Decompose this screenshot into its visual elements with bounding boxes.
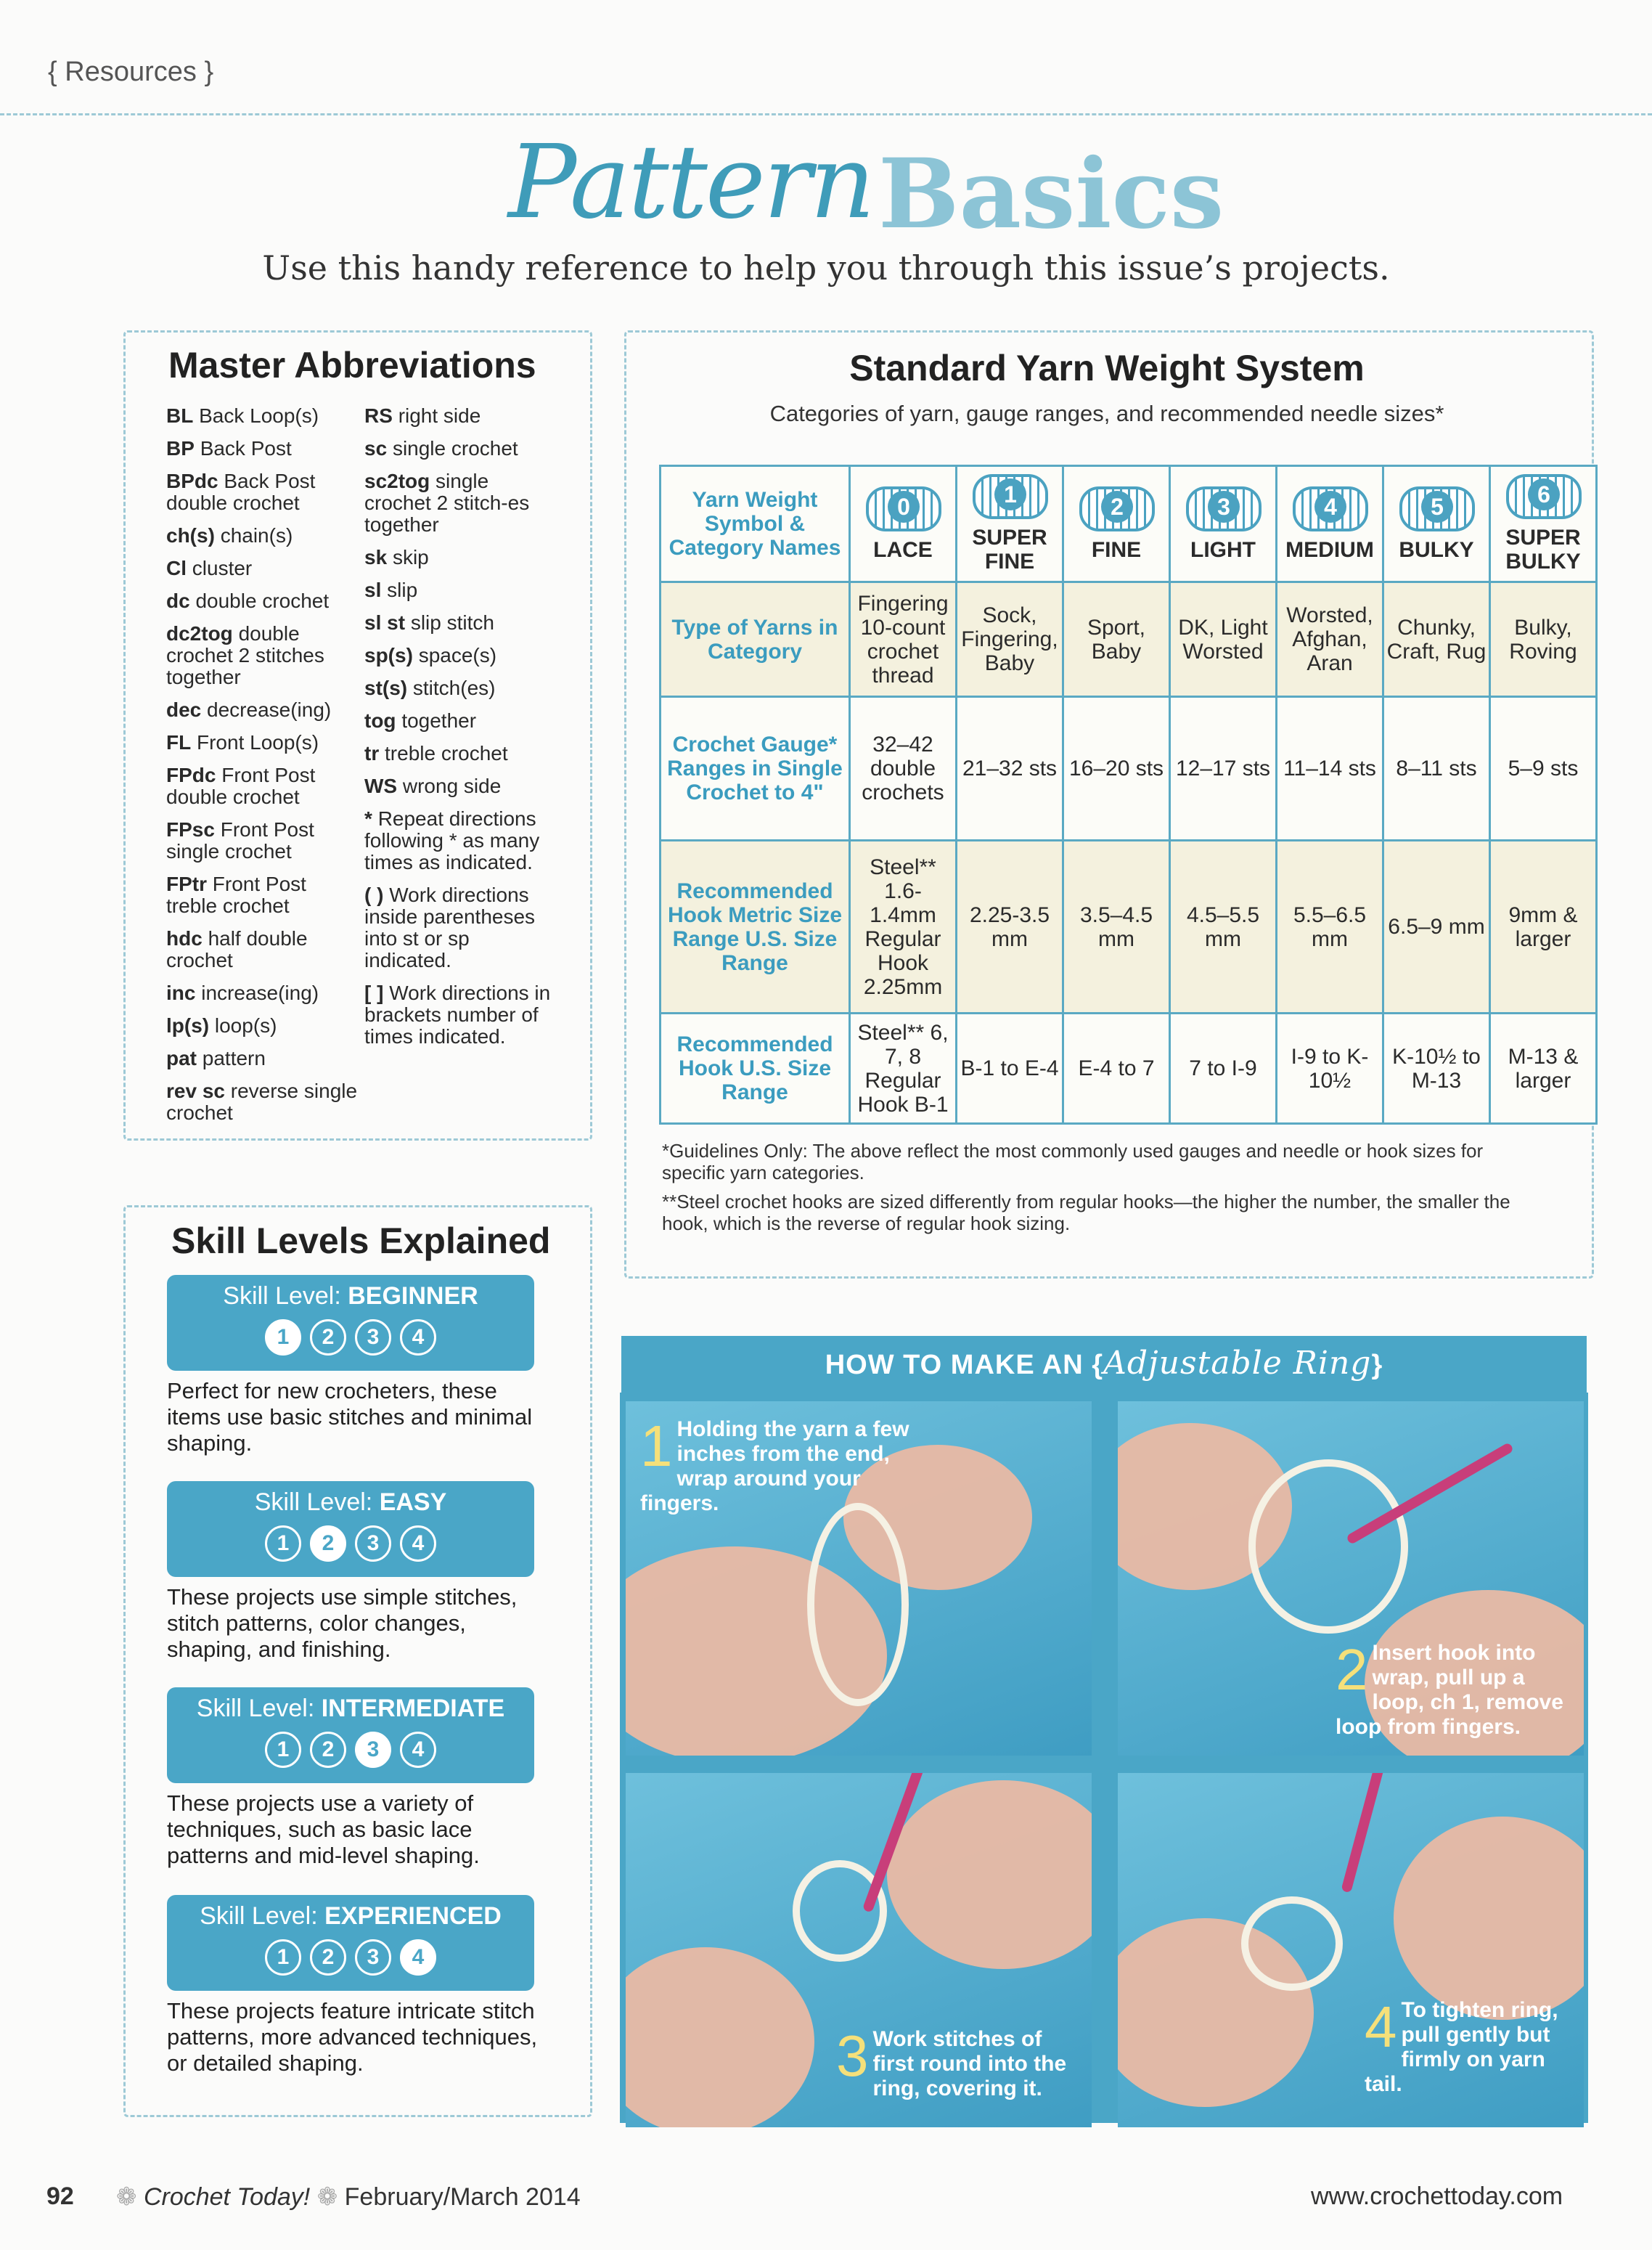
abbreviation-key: FPsc bbox=[166, 818, 215, 841]
ring-step-text: Work stitches of first round into the ring, covering it. bbox=[872, 2027, 1067, 2100]
abbreviation-value: Front Loop(s) bbox=[197, 731, 319, 754]
abbreviation-value: right side bbox=[398, 404, 481, 427]
abbreviation-key: dc bbox=[166, 590, 190, 612]
ring-banner-title bbox=[621, 1345, 1587, 1382]
abbreviation-key: sc bbox=[364, 437, 388, 460]
ring-step-number: 2 bbox=[1336, 1637, 1368, 1702]
yarn-weight-number: 5 bbox=[1421, 491, 1453, 523]
yarn-ball-icon bbox=[866, 486, 940, 529]
abbreviation-value: Front Post double crochet bbox=[166, 764, 316, 808]
yarn-cell bbox=[1383, 466, 1490, 582]
abbreviation-value: Front Post treble crochet bbox=[166, 873, 306, 917]
abbreviation-item bbox=[364, 743, 560, 765]
yarn-cell: Chunky, Craft, Rug bbox=[1383, 582, 1490, 697]
ring-step-text: Holding the yarn a few inches from the end, wrap around your fingers. bbox=[640, 1417, 909, 1515]
yarn-cell: 32–42 double crochets bbox=[850, 697, 957, 841]
abbreviations-title: Master Abbreviations bbox=[168, 345, 536, 386]
yarn-cell bbox=[1063, 466, 1170, 582]
abbreviation-key: tr bbox=[364, 742, 380, 765]
yarn-cell bbox=[1277, 466, 1383, 582]
yarn-cell: 2.25-3.5 mm bbox=[957, 841, 1063, 1014]
yarn-weight-table bbox=[659, 465, 1598, 1125]
title-script: Pattern bbox=[508, 123, 873, 242]
abbreviation-item bbox=[166, 405, 362, 427]
yarn-cell: 3.5–4.5 mm bbox=[1063, 841, 1170, 1014]
abbreviation-key: WS bbox=[364, 775, 398, 797]
yarn-weight-number: 6 bbox=[1528, 478, 1560, 510]
abbreviation-key: sc2tog bbox=[364, 470, 430, 492]
abbreviations-column-2 bbox=[364, 405, 560, 1059]
abbreviation-value: double crochet bbox=[195, 590, 330, 612]
skill-card-label bbox=[167, 1695, 534, 1723]
abbreviation-key: inc bbox=[166, 982, 196, 1004]
abbreviation-item bbox=[364, 612, 560, 634]
yarn-cell: 11–14 sts bbox=[1277, 697, 1383, 841]
abbreviation-item bbox=[364, 470, 560, 536]
yarn-cell: 12–17 sts bbox=[1170, 697, 1277, 841]
skill-description: These projects use a variety of techniques, such as basic lace patterns and mid-level shaping. bbox=[167, 1790, 480, 1868]
skill-level-prefix: Skill Level: bbox=[223, 1282, 341, 1310]
skill-dot: 1 bbox=[265, 1525, 301, 1562]
skill-card-label bbox=[167, 1488, 534, 1517]
page-number: 92 bbox=[46, 2182, 74, 2210]
yarn-cell: 4.5–5.5 mm bbox=[1170, 841, 1277, 1014]
abbreviation-item bbox=[364, 645, 560, 667]
abbreviation-key: Cl bbox=[166, 557, 187, 579]
abbreviation-value: space(s) bbox=[418, 644, 497, 667]
yarn-weight-number: 0 bbox=[888, 491, 920, 523]
abbreviation-item bbox=[166, 1048, 362, 1069]
yarn-cell bbox=[957, 466, 1063, 582]
yarn-row-gauge bbox=[661, 697, 1597, 841]
abbreviation-item bbox=[364, 547, 560, 568]
abbreviation-key: pat bbox=[166, 1047, 197, 1069]
abbreviation-key: ( ) bbox=[364, 884, 384, 906]
abbreviation-key: sl st bbox=[364, 611, 406, 634]
header-divider bbox=[0, 113, 1652, 115]
abbreviation-item bbox=[166, 819, 362, 863]
skill-dot: 2 bbox=[310, 1319, 346, 1356]
abbreviation-key: FPtr bbox=[166, 873, 207, 895]
abbreviation-key: RS bbox=[364, 404, 393, 427]
abbreviation-value: chain(s) bbox=[220, 524, 293, 547]
yarn-cell: E-4 to 7 bbox=[1063, 1014, 1170, 1124]
skill-description: These projects use simple stitches, stitch patterns, color changes, shaping, and finishing. bbox=[167, 1584, 518, 1662]
abbreviation-item bbox=[166, 470, 362, 514]
yarn-row-label: Recommended Hook U.S. Size Range bbox=[661, 1014, 850, 1124]
ring-step-text: To tighten ring, pull gently but firmly on yarn tail. bbox=[1365, 1998, 1558, 2096]
skill-dot: 4 bbox=[400, 1319, 436, 1356]
abbreviation-item bbox=[166, 438, 362, 460]
abbreviation-item bbox=[364, 884, 560, 971]
page-subtitle: Use this handy reference to help you through this issue’s projects. bbox=[262, 248, 1390, 288]
skill-dot: 3 bbox=[355, 1319, 391, 1356]
yarn-cell: Steel** 1.6-1.4mm Regular Hook 2.25mm bbox=[850, 841, 957, 1014]
skill-card-intermediate bbox=[167, 1687, 534, 1783]
abbreviation-item bbox=[364, 982, 560, 1048]
abbreviation-value: skip bbox=[392, 546, 429, 568]
ring-banner-prefix: HOW TO MAKE AN { bbox=[825, 1350, 1104, 1380]
yarn-cell: Fingering 10-count crochet thread bbox=[850, 582, 957, 697]
skill-dot: 2 bbox=[310, 1732, 346, 1768]
abbreviation-item bbox=[166, 1080, 362, 1124]
yarn-notes bbox=[662, 1140, 1547, 1242]
yarn-cell: Sport, Baby bbox=[1063, 582, 1170, 697]
abbreviation-item bbox=[166, 558, 362, 579]
abbreviation-key: sl bbox=[364, 579, 382, 601]
abbreviation-item bbox=[166, 1015, 362, 1037]
abbreviation-key: BP bbox=[166, 437, 195, 460]
yarn-row-label: Yarn Weight Symbol & Category Names bbox=[661, 466, 850, 582]
abbreviation-key: ch(s) bbox=[166, 524, 215, 547]
yarn-loop bbox=[1248, 1459, 1408, 1634]
yarn-weight-number: 2 bbox=[1101, 491, 1133, 523]
abbreviation-item bbox=[364, 808, 560, 873]
abbreviation-value: Repeat directions following * as many times as indicated. bbox=[364, 807, 540, 873]
abbreviation-value: Front Post single crochet bbox=[166, 818, 314, 863]
abbreviation-value: reverse single crochet bbox=[166, 1080, 358, 1124]
skill-level-name: EASY bbox=[379, 1488, 447, 1516]
ring-step-photo-4 bbox=[1118, 1773, 1584, 2127]
ring-step-caption bbox=[836, 2023, 1083, 2101]
ring-banner-script: Adjustable Ring bbox=[1103, 1345, 1372, 1382]
yarn-ball-icon bbox=[1399, 486, 1473, 529]
abbreviation-key: BL bbox=[166, 404, 194, 427]
abbreviation-key: sk bbox=[364, 546, 388, 568]
yarn-note-guidelines: *Guidelines Only: The above reflect the most commonly used gauges and needle or hook sizes for specific yarn categories. bbox=[662, 1140, 1484, 1183]
ring-step-text: Insert hook into wrap, pull up a loop, ch 1, remove loop from fingers. bbox=[1336, 1641, 1563, 1739]
yarn-cell: DK, Light Worsted bbox=[1170, 582, 1277, 697]
yarn-row-label: Crochet Gauge* Ranges in Single Crochet to 4" bbox=[661, 697, 850, 841]
abbreviation-key: BPdc bbox=[166, 470, 218, 492]
yarn-cell: B-1 to E-4 bbox=[957, 1014, 1063, 1124]
abbreviation-value: pattern bbox=[202, 1047, 266, 1069]
yarn-weight-name: BULKY bbox=[1399, 537, 1474, 562]
yarn-cell: 6.5–9 mm bbox=[1383, 841, 1490, 1014]
yarn-cell: M-13 & larger bbox=[1490, 1014, 1597, 1124]
yarn-ball-icon bbox=[1079, 486, 1153, 529]
yarn-weight-subtitle: Categories of yarn, gauge ranges, and recommended needle sizes* bbox=[769, 401, 1444, 426]
yarn-ball-icon bbox=[1506, 474, 1580, 516]
skill-description: Perfect for new crocheters, these items use basic stitches and minimal shaping. bbox=[167, 1378, 533, 1456]
abbreviation-value: loop(s) bbox=[214, 1014, 277, 1037]
abbreviation-key: FL bbox=[166, 731, 192, 754]
abbreviation-key: sp(s) bbox=[364, 644, 413, 667]
yarn-cell bbox=[1170, 466, 1277, 582]
ring-step-photo-2 bbox=[1118, 1401, 1584, 1756]
skill-card-beginner bbox=[167, 1275, 534, 1371]
footer-magazine: Crochet Today! bbox=[143, 2183, 311, 2211]
abbreviation-key: dec bbox=[166, 698, 202, 721]
abbreviation-item bbox=[364, 677, 560, 699]
yarn-loop bbox=[793, 1860, 887, 1962]
abbreviation-value: half double crochet bbox=[166, 927, 308, 971]
skill-level-dots bbox=[167, 1732, 534, 1768]
yarn-row-metric bbox=[661, 841, 1597, 1014]
abbreviation-item bbox=[166, 873, 362, 917]
footer-publication bbox=[116, 2182, 581, 2212]
yarn-weight-number: 4 bbox=[1314, 491, 1346, 523]
yarn-weight-name: SUPER FINE bbox=[972, 526, 1047, 574]
yarn-cell: Steel** 6, 7, 8 Regular Hook B-1 bbox=[850, 1014, 957, 1124]
section-label: { Resources } bbox=[48, 57, 214, 87]
yarn-weight-name: MEDIUM bbox=[1285, 537, 1374, 562]
abbreviation-item bbox=[364, 405, 560, 427]
abbreviation-item bbox=[166, 732, 362, 754]
skill-card-easy bbox=[167, 1481, 534, 1577]
yarn-cell: 21–32 sts bbox=[957, 697, 1063, 841]
yarn-row-label: Type of Yarns in Category bbox=[661, 582, 850, 697]
abbreviation-key: st(s) bbox=[364, 677, 408, 699]
abbreviation-value: Back Post double crochet bbox=[166, 470, 316, 514]
yarn-row-label: Recommended Hook Metric Size Range U.S. Size Range bbox=[661, 841, 850, 1014]
yarn-cell: 16–20 sts bbox=[1063, 697, 1170, 841]
skill-dot: 1 bbox=[265, 1732, 301, 1768]
ring-step-caption bbox=[1365, 1994, 1575, 2097]
abbreviation-item bbox=[166, 699, 362, 721]
yarn-weight-name: SUPER BULKY bbox=[1505, 526, 1581, 574]
skill-level-dots bbox=[167, 1525, 534, 1562]
abbreviation-value: single crochet 2 stitch-es together bbox=[364, 470, 530, 536]
footer-issue: February/March 2014 bbox=[344, 2183, 581, 2211]
skill-level-prefix: Skill Level: bbox=[200, 1902, 318, 1930]
footer-url[interactable]: www.crochettoday.com bbox=[1311, 2182, 1563, 2210]
abbreviation-key: lp(s) bbox=[166, 1014, 210, 1037]
abbreviation-value: decrease(ing) bbox=[207, 698, 332, 721]
yarn-row-us bbox=[661, 1014, 1597, 1124]
yarn-cell: I-9 to K-10½ bbox=[1277, 1014, 1383, 1124]
yarn-note-steel: **Steel crochet hooks are sized differently from regular hooks—the higher the number, the smaller the hook, which is the reverse of regular hook sizing. bbox=[662, 1191, 1510, 1234]
yarn-cell: Bulky, Roving bbox=[1490, 582, 1597, 697]
skill-dot: 3 bbox=[355, 1525, 391, 1562]
yarn-cell bbox=[850, 466, 957, 582]
abbreviation-key: [ ] bbox=[364, 982, 384, 1004]
skill-level-dots bbox=[167, 1939, 534, 1976]
skill-dot: 3 bbox=[355, 1732, 391, 1768]
abbreviation-value: Back Loop(s) bbox=[199, 404, 319, 427]
abbreviation-value: Back Post bbox=[200, 437, 292, 460]
abbreviation-key: tog bbox=[364, 709, 396, 732]
ring-banner-suffix: } bbox=[1371, 1350, 1383, 1380]
yarn-weight-name: FINE bbox=[1091, 537, 1142, 562]
yarn-cell: 9mm & larger bbox=[1490, 841, 1597, 1014]
abbreviation-item bbox=[364, 579, 560, 601]
abbreviation-item bbox=[166, 765, 362, 808]
abbreviation-key: rev sc bbox=[166, 1080, 225, 1102]
abbreviation-value: increase(ing) bbox=[201, 982, 319, 1004]
abbreviation-value: wrong side bbox=[402, 775, 502, 797]
ring-step-number: 3 bbox=[836, 2023, 869, 2088]
abbreviation-item bbox=[166, 623, 362, 688]
ring-step-number: 4 bbox=[1365, 1994, 1397, 2059]
abbreviation-key: * bbox=[364, 807, 372, 830]
abbreviation-key: dc2tog bbox=[166, 622, 233, 645]
skill-level-name: EXPERIENCED bbox=[324, 1902, 502, 1930]
yarn-cell: 8–11 sts bbox=[1383, 697, 1490, 841]
yarn-ball-icon bbox=[1186, 486, 1260, 529]
abbreviation-item bbox=[166, 928, 362, 971]
yarn-row-types bbox=[661, 582, 1597, 697]
abbreviation-key: hdc bbox=[166, 927, 203, 950]
abbreviation-value: slip bbox=[387, 579, 418, 601]
ring-step-number: 1 bbox=[640, 1414, 673, 1478]
yarn-cell: 7 to I-9 bbox=[1170, 1014, 1277, 1124]
skill-dot: 2 bbox=[310, 1939, 346, 1976]
abbreviation-value: together bbox=[401, 709, 477, 732]
yarn-ball-icon bbox=[1293, 486, 1367, 529]
abbreviation-value: stitch(es) bbox=[412, 677, 496, 699]
abbreviation-item bbox=[364, 710, 560, 732]
skill-card-label bbox=[167, 1282, 534, 1311]
abbreviation-value: treble crochet bbox=[385, 742, 508, 765]
skill-level-prefix: Skill Level: bbox=[254, 1488, 373, 1516]
skill-dot: 2 bbox=[310, 1525, 346, 1562]
yarn-cell: K-10½ to M-13 bbox=[1383, 1014, 1490, 1124]
skill-level-prefix: Skill Level: bbox=[196, 1695, 315, 1722]
yarn-cell: 5.5–6.5 mm bbox=[1277, 841, 1383, 1014]
ring-step-caption bbox=[1336, 1637, 1568, 1740]
ring-step-photo-1 bbox=[626, 1401, 1092, 1756]
yarn-loop bbox=[807, 1503, 909, 1706]
skill-card-label bbox=[167, 1902, 534, 1931]
skill-dot: 4 bbox=[400, 1732, 436, 1768]
ring-step-caption bbox=[640, 1414, 916, 1516]
skill-level-name: INTERMEDIATE bbox=[321, 1695, 505, 1722]
skill-levels-title: Skill Levels Explained bbox=[171, 1220, 551, 1261]
yarn-cell bbox=[1490, 466, 1597, 582]
yarn-row-weights bbox=[661, 466, 1597, 582]
title-main: Basics bbox=[878, 138, 1224, 250]
abbreviation-key: FPdc bbox=[166, 764, 216, 786]
skill-card-experienced bbox=[167, 1895, 534, 1991]
skill-description: These projects feature intricate stitch patterns, more advanced techniques, or detailed shaping. bbox=[167, 1998, 538, 2076]
skill-dot: 4 bbox=[400, 1525, 436, 1562]
skill-dot: 3 bbox=[355, 1939, 391, 1976]
abbreviations-column-1 bbox=[166, 405, 362, 1135]
abbreviation-item bbox=[166, 982, 362, 1004]
yarn-weight-number: 1 bbox=[994, 478, 1026, 510]
abbreviation-item bbox=[166, 590, 362, 612]
abbreviation-item bbox=[166, 525, 362, 547]
ring-step-photo-3 bbox=[626, 1773, 1092, 2127]
skill-dot: 4 bbox=[400, 1939, 436, 1976]
footer-bullet-icon: ❁ bbox=[116, 2183, 144, 2211]
yarn-ball-icon bbox=[973, 474, 1047, 516]
skill-level-name: BEGINNER bbox=[348, 1282, 478, 1310]
footer-bullet-icon: ❁ bbox=[310, 2183, 345, 2211]
yarn-weight-number: 3 bbox=[1208, 491, 1240, 523]
abbreviation-value: double crochet 2 stitches together bbox=[166, 622, 324, 688]
abbreviation-item bbox=[364, 438, 560, 460]
yarn-cell: Worsted, Afghan, Aran bbox=[1277, 582, 1383, 697]
yarn-cell: Sock, Fingering, Baby bbox=[957, 582, 1063, 697]
yarn-weight-name: LIGHT bbox=[1190, 537, 1256, 562]
abbreviation-value: slip stitch bbox=[410, 611, 494, 634]
yarn-weight-name: LACE bbox=[873, 537, 933, 562]
abbreviation-item bbox=[364, 775, 560, 797]
abbreviation-value: Work directions in brackets number of times indicated. bbox=[364, 982, 551, 1048]
yarn-weight-title: Standard Yarn Weight System bbox=[849, 348, 1365, 388]
skill-dot: 1 bbox=[265, 1319, 301, 1356]
yarn-loop bbox=[1241, 1896, 1343, 1991]
abbreviation-value: Work directions inside parentheses into st or sp indicated. bbox=[364, 884, 536, 971]
skill-dot: 1 bbox=[265, 1939, 301, 1976]
abbreviation-value: cluster bbox=[192, 557, 253, 579]
yarn-cell: 5–9 sts bbox=[1490, 697, 1597, 841]
abbreviation-value: single crochet bbox=[392, 437, 518, 460]
skill-level-dots bbox=[167, 1319, 534, 1356]
